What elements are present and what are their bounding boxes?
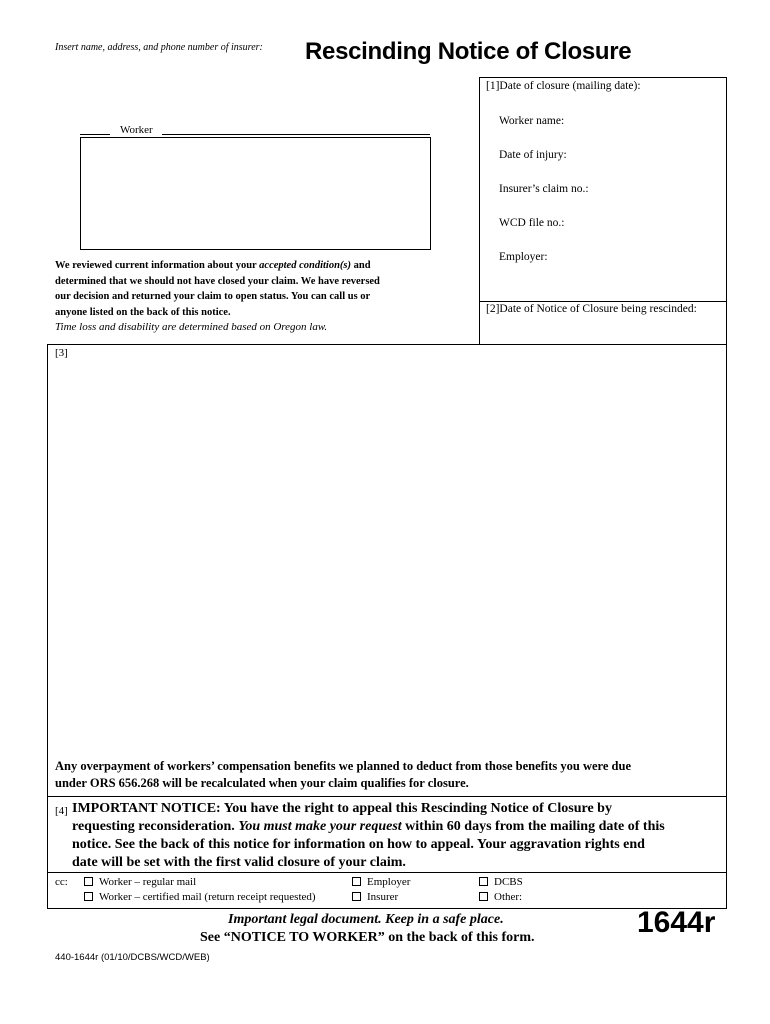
cc-insurer-label: Insurer <box>367 891 399 903</box>
worker-line-right <box>162 134 430 135</box>
checkbox-icon[interactable] <box>352 877 361 886</box>
cc-employer-label: Employer <box>367 876 411 888</box>
cc-worker-regular[interactable] <box>84 876 196 888</box>
checkbox-icon[interactable] <box>479 892 488 901</box>
notice-line2-em: You must make your request <box>238 819 402 834</box>
page-title: Rescinding Notice of Closure <box>305 38 632 65</box>
checkbox-icon[interactable] <box>352 892 361 901</box>
insurer-label: Insert name, address, and phone number of insurer: <box>55 42 263 53</box>
employer-label: Employer: <box>499 251 548 263</box>
cc-divider <box>47 872 727 873</box>
review-paragraph <box>55 258 455 320</box>
worker-name-label: Worker name: <box>499 115 565 127</box>
cc-label: cc: <box>55 876 68 888</box>
worker-address-box[interactable] <box>80 137 431 250</box>
wcd-file-label: WCD file no.: <box>499 217 565 229</box>
section4-label: [4] <box>55 805 68 817</box>
review-line3: our decision and returned your claim to open status. You can call us or <box>55 291 371 302</box>
review-line4: anyone listed on the back of this notice. <box>55 306 231 318</box>
checkbox-icon[interactable] <box>84 877 93 886</box>
review-line2: determined that we should not have closed your claim. We have reversed <box>55 275 380 287</box>
overpayment-text <box>55 758 631 792</box>
checkbox-icon[interactable] <box>84 892 93 901</box>
notice-line2-a: requesting reconsideration. <box>72 819 239 834</box>
review-line1-a: We reviewed current information about your <box>55 260 260 271</box>
time-loss-note: Time loss and disability are determined based on Oregon law. <box>55 321 328 333</box>
cc-dcbs[interactable] <box>479 876 523 888</box>
cc-other[interactable] <box>479 891 522 903</box>
notice-date-label: [2]Date of Notice of Closure being rescinded: <box>486 303 697 315</box>
important-notice <box>72 800 665 872</box>
notice-line1: IMPORTANT NOTICE: You have the right to appeal this Rescinding Notice of Closure by <box>72 801 612 816</box>
notice-line3: notice. See the back of this notice for information on how to appeal. Your aggravation rights end <box>72 837 645 852</box>
notice-line2-b: within 60 days from the mailing date of this <box>401 819 665 834</box>
cc-insurer[interactable] <box>352 891 398 903</box>
cc-other-label: Other: <box>494 891 523 903</box>
overpay-line2: under ORS 656.268 will be recalculated when your claim qualifies for closure. <box>55 776 469 790</box>
section3-box[interactable] <box>47 344 727 797</box>
date-of-injury-label: Date of injury: <box>499 149 567 161</box>
review-line1-em: accepted condition(s) <box>259 260 352 271</box>
review-line1-b: and <box>351 260 371 271</box>
notice-line4: date will be set with the first valid closure of your claim. <box>72 855 406 870</box>
cc-worker-certified[interactable] <box>84 891 316 903</box>
cc-employer[interactable] <box>352 876 410 888</box>
form-number: 1644r <box>637 906 716 939</box>
claim-no-label: Insurer’s claim no.: <box>499 183 589 195</box>
cc-dcbs-label: DCBS <box>494 876 523 888</box>
closure-date-label: [1]Date of closure (mailing date): <box>486 80 641 92</box>
important-document-note: Important legal document. Keep in a safe place. <box>228 912 504 927</box>
see-notice-note: See “NOTICE TO WORKER” on the back of this form. <box>200 930 535 945</box>
worker-line-left <box>80 134 110 135</box>
checkbox-icon[interactable] <box>479 877 488 886</box>
cc-worker-regular-label: Worker – regular mail <box>99 876 197 888</box>
cc-worker-certified-label: Worker – certified mail (return receipt requested) <box>99 891 316 903</box>
section3-label: [3] <box>55 347 68 359</box>
overpay-line1: Any overpayment of workers’ compensation benefits we planned to deduct from those benefits you were due <box>55 759 632 773</box>
worker-label: Worker <box>120 124 153 136</box>
form-code: 440-1644r (01/10/DCBS/WCD/WEB) <box>55 952 210 963</box>
